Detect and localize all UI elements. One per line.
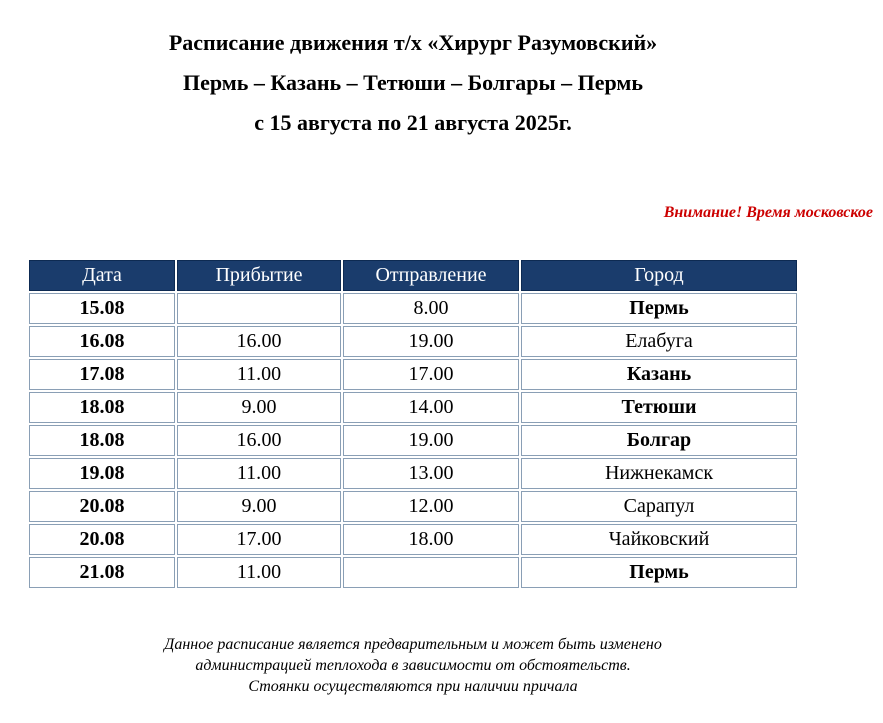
disclaimer: [0, 634, 826, 697]
table-row: [29, 491, 797, 522]
cell-arrival: 16.00: [177, 425, 341, 456]
cell-city: Болгар: [521, 425, 797, 456]
table-row: [29, 557, 797, 588]
disclaimer-line-2: администрацией теплохода в зависимости от обстоятельств.: [195, 657, 631, 674]
cell-city: Сарапул: [521, 491, 797, 522]
cell-arrival: 9.00: [177, 491, 341, 522]
cell-arrival: [177, 293, 341, 324]
schedule-title: Расписание движения т/х «Хирург Разумовский»: [168, 30, 658, 55]
cell-date: 18.08: [29, 425, 175, 456]
cell-departure: 19.00: [343, 326, 519, 357]
column-header-departure: Отправление: [343, 260, 519, 291]
cell-date: 15.08: [29, 293, 175, 324]
cell-date: 18.08: [29, 392, 175, 423]
cell-date: 21.08: [29, 557, 175, 588]
cell-city: Нижнекамск: [521, 458, 797, 489]
column-header-date: Дата: [29, 260, 175, 291]
cell-city: Чайковский: [521, 524, 797, 555]
cell-arrival: 11.00: [177, 557, 341, 588]
table-row: [29, 425, 797, 456]
route-title: Пермь – Казань – Тетюши – Болгары – Пермь: [182, 70, 644, 95]
cell-departure: 8.00: [343, 293, 519, 324]
table-row: [29, 524, 797, 555]
cell-departure: 17.00: [343, 359, 519, 390]
table-header-row: [29, 260, 797, 291]
cell-city: Пермь: [521, 557, 797, 588]
cell-date: 20.08: [29, 491, 175, 522]
cell-departure: 19.00: [343, 425, 519, 456]
cell-arrival: 16.00: [177, 326, 341, 357]
timezone-notice: Внимание! Время московское: [663, 204, 873, 221]
cell-departure: 13.00: [343, 458, 519, 489]
table-row: [29, 326, 797, 357]
cell-arrival: 11.00: [177, 359, 341, 390]
cell-departure: 18.00: [343, 524, 519, 555]
table-row: [29, 293, 797, 324]
cell-city: Казань: [521, 359, 797, 390]
cell-city: Пермь: [521, 293, 797, 324]
table-row: [29, 458, 797, 489]
table-row: [29, 359, 797, 390]
disclaimer-line-3: Стоянки осуществляются при наличии причала: [248, 678, 578, 695]
disclaimer-line-1: Данное расписание является предварительным и может быть изменено: [164, 636, 662, 653]
cell-departure: [343, 557, 519, 588]
cell-date: 16.08: [29, 326, 175, 357]
date-range-title: с 15 августа по 21 августа 2025г.: [254, 110, 572, 135]
column-header-city: Город: [521, 260, 797, 291]
cell-departure: 14.00: [343, 392, 519, 423]
cell-city: Елабуга: [521, 326, 797, 357]
cell-arrival: 9.00: [177, 392, 341, 423]
cell-date: 20.08: [29, 524, 175, 555]
column-header-arrival: Прибытие: [177, 260, 341, 291]
table-row: [29, 392, 797, 423]
cell-date: 19.08: [29, 458, 175, 489]
schedule-table: [27, 258, 799, 590]
cell-city: Тетюши: [521, 392, 797, 423]
cell-arrival: 11.00: [177, 458, 341, 489]
cell-date: 17.08: [29, 359, 175, 390]
cell-departure: 12.00: [343, 491, 519, 522]
cell-arrival: 17.00: [177, 524, 341, 555]
